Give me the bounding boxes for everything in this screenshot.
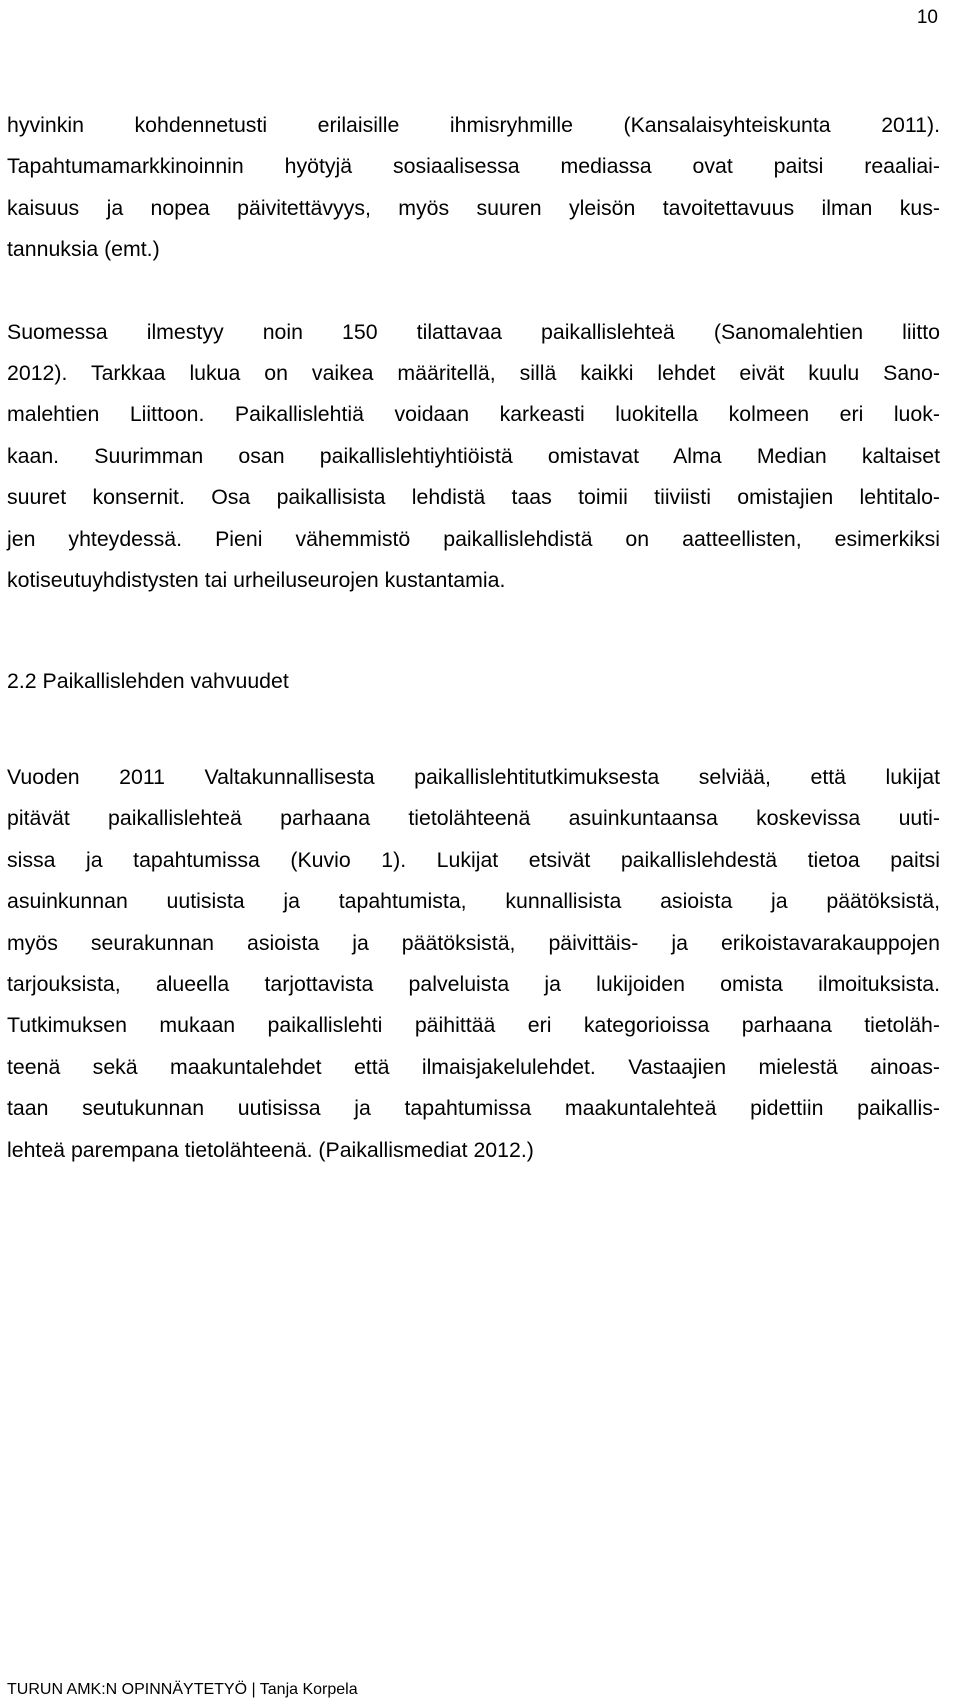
paragraph-social-media [7, 105, 940, 271]
paragraph-spacer [7, 601, 940, 661]
section-heading: 2.2 Paikallislehden vahvuudet [7, 669, 289, 694]
text-line: kaan. Suurimman osan paikallislehtiyhtiöistä omistavat Alma Median kaltaiset [7, 443, 940, 468]
text-line: suuret konsernit. Osa paikallisista lehdistä taas toimii tiiviisti omistajien lehtitalo- [7, 485, 940, 510]
text-line: kotiseutuyhdistysten tai urheiluseurojen kustantamia. [7, 568, 506, 593]
text-line: myös seurakunnan asioista ja päätöksistä, päivittäis- ja erikoistavarakauppojen [7, 930, 940, 955]
text-line: pitävät paikallislehteä parhaana tietolähteenä asuinkuntaansa koskevissa uuti- [7, 806, 940, 831]
paragraph-spacer [7, 703, 940, 757]
page-footer: TURUN AMK:N OPINNÄYTETYÖ | Tanja Korpela [7, 1681, 358, 1698]
text-line: Suomessa ilmestyy noin 150 tilattavaa paikallislehteä (Sanomalehtien liitto [7, 319, 940, 344]
text-line: kaisuus ja nopea päivitettävyys, myös suuren yleisön tavoitettavuus ilman kus- [7, 195, 940, 220]
text-line: asuinkunnan uutisista ja tapahtumista, kunnallisista asioista ja päätöksistä, [7, 889, 940, 914]
page-number: 10 [916, 7, 938, 28]
text-line: tannuksia (emt.) [7, 237, 160, 262]
text-line: taan seutukunnan uutisissa ja tapahtumissa maakuntalehteä pidettiin paikallis- [7, 1096, 940, 1121]
paragraph-strengths [7, 757, 940, 1171]
paragraph-spacer [7, 271, 940, 312]
text-line: 2012). Tarkkaa lukua on vaikea määritellä, sillä kaikki lehdet eivät kuulu Sano- [7, 361, 940, 386]
text-line: malehtien Liittoon. Paikallislehtiä voidaan karkeasti luokitella kolmeen eri luok- [7, 402, 940, 427]
text-line: jen yhteydessä. Pieni vähemmistö paikallislehdistä on aatteellisten, esimerkiksi [7, 526, 940, 551]
text-line: hyvinkin kohdennetusti erilaisille ihmisryhmille (Kansalaisyhteiskunta 2011). [7, 113, 940, 137]
text-line: sissa ja tapahtumissa (Kuvio 1). Lukijat etsivät paikallislehdestä tietoa paitsi [7, 847, 940, 872]
text-line: lehteä parempana tietolähteenä. (Paikallismediat 2012.) [7, 1137, 534, 1162]
text-line: Tapahtumamarkkinoinnin hyötyjä sosiaalisessa mediassa ovat paitsi reaaliai- [7, 154, 940, 179]
paragraph-local-newspapers [7, 312, 940, 602]
text-line: Vuoden 2011 Valtakunnallisesta paikallislehtitutkimuksesta selviää, että lukijat [7, 764, 940, 789]
text-line: Tutkimuksen mukaan paikallislehti päihittää eri kategorioissa parhaana tietoläh- [7, 1013, 940, 1038]
text-line: tarjouksista, alueella tarjottavista palveluista ja lukijoiden omista ilmoituksista. [7, 971, 940, 996]
text-line: teenä sekä maakuntalehdet että ilmaisjakelulehdet. Vastaajien mielestä ainoas- [7, 1054, 940, 1079]
document-body [7, 105, 940, 1171]
